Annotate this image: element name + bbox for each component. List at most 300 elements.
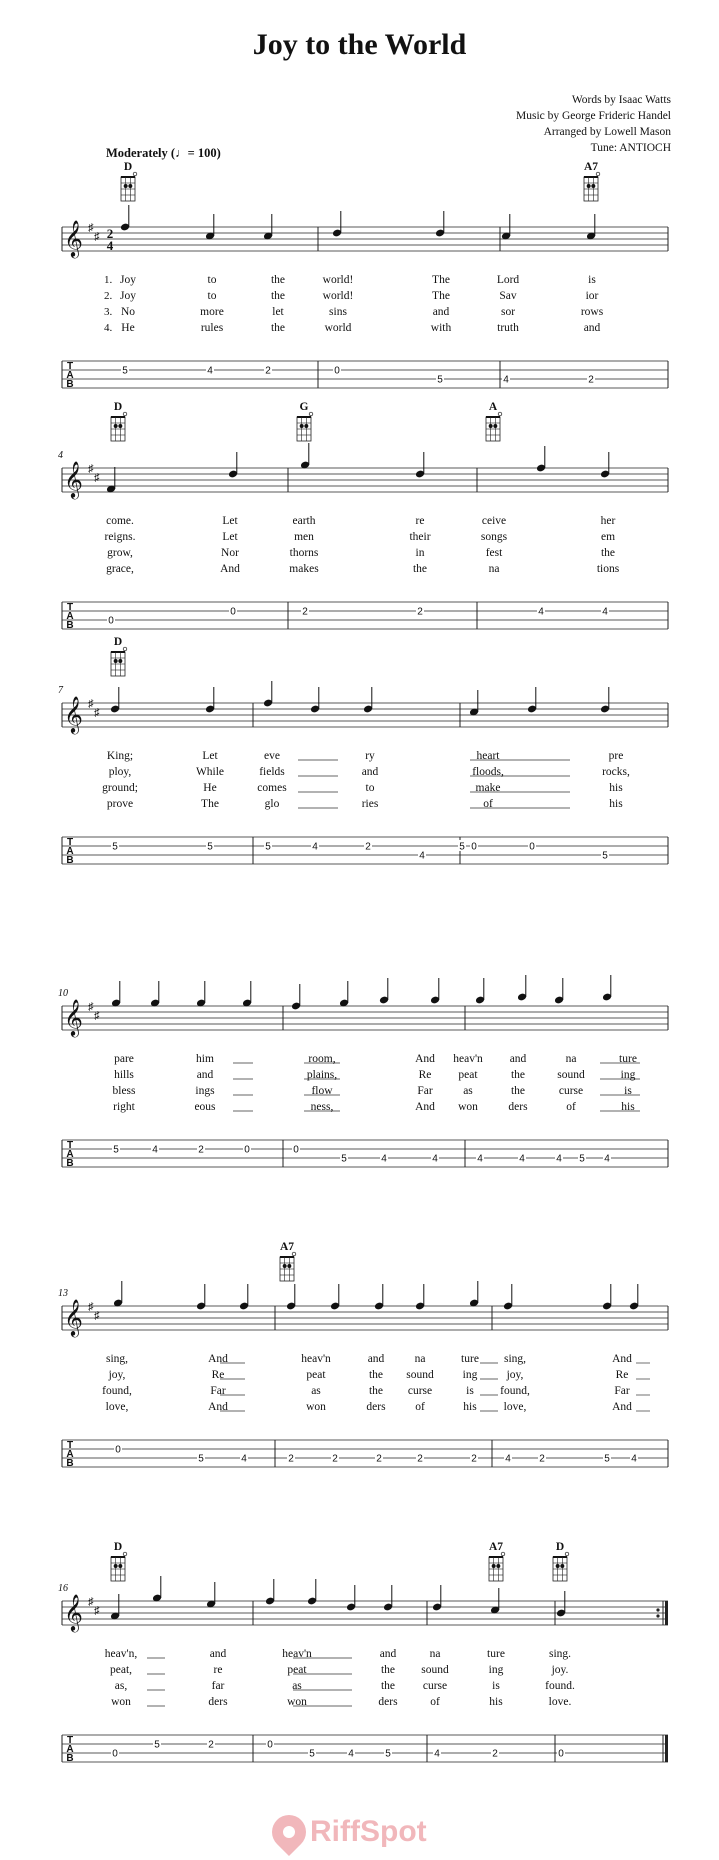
tab-fret-number: 4: [207, 365, 213, 377]
lyric-syllable: em: [600, 531, 616, 543]
lyric-syllable: is: [624, 1085, 632, 1097]
lyric-syllable: re: [213, 1664, 223, 1676]
tab-fret-number: 5: [207, 841, 213, 853]
tab-fret-number: 4: [604, 1153, 610, 1165]
chord-finger-dot: [560, 1564, 564, 1568]
tab-label-letter: A: [66, 611, 74, 622]
guitar-pick-icon: [265, 1808, 313, 1856]
chord-finger-dot: [304, 424, 308, 428]
lyric-syllable: won: [111, 1696, 131, 1708]
lyric-syllable: Sav: [499, 290, 517, 302]
time-signature-top: 2: [106, 226, 114, 241]
tab-fret-number: 4: [432, 1153, 438, 1165]
lyric-syllable: ders: [366, 1401, 386, 1413]
lyric-syllable: ture: [619, 1053, 637, 1065]
lyric-syllable: ploy,: [108, 766, 132, 778]
key-sharp-c-icon: ♯: [94, 1310, 100, 1322]
lyric-syllable: the: [368, 1369, 384, 1381]
tab-fret-number: 0: [558, 1748, 564, 1760]
lyric-syllable: their: [409, 531, 431, 543]
credit-words: Words by Isaac Watts: [571, 94, 671, 106]
chord-open-string: [309, 412, 313, 416]
lyric-syllable: makes: [289, 563, 319, 575]
tab-fret-number: 2: [417, 1453, 423, 1465]
tab-label-letter: B: [66, 855, 74, 866]
lyric-syllable: hills: [114, 1069, 134, 1081]
lyric-syllable: as: [311, 1385, 321, 1397]
lyric-syllable: And: [415, 1053, 435, 1065]
chord-finger-dot: [300, 424, 304, 428]
tab-fret-number: 0: [108, 615, 114, 627]
lyric-syllable: King;: [106, 750, 134, 762]
chord-open-string: [565, 1552, 569, 1556]
lyric-syllable: the: [600, 547, 616, 559]
chord-finger-dot: [118, 424, 122, 428]
tab-fret-number: 5: [122, 365, 128, 377]
lyric-syllable: And: [612, 1401, 632, 1413]
lyric-syllable: her: [600, 515, 616, 527]
treble-clef-icon: 𝄞: [64, 460, 83, 498]
lyric-syllable: Far: [210, 1385, 226, 1397]
chord-finger-dot: [118, 1564, 122, 1568]
lyric-syllable: Re: [418, 1069, 432, 1081]
lyric-syllable: love,: [503, 1401, 527, 1413]
lyric-syllable: Lord: [496, 274, 520, 286]
lyric-syllable: room,: [308, 1053, 336, 1065]
lyric-syllable: Far: [614, 1385, 630, 1397]
measure-number: 13: [58, 1288, 68, 1299]
lyric-syllable: ness,: [310, 1101, 334, 1113]
chord-finger-dot: [118, 659, 122, 663]
lyric-syllable: let: [272, 306, 284, 318]
chord-open-string: [123, 647, 127, 651]
tab-label-letter: T: [66, 361, 74, 372]
lyric-syllable: of: [566, 1101, 576, 1113]
lyric-syllable: While: [195, 766, 225, 778]
lyric-syllable: rows: [580, 306, 604, 318]
lyric-syllable: sins: [329, 306, 347, 318]
lyric-syllable: won: [287, 1696, 307, 1708]
lyric-syllable: na: [565, 1053, 577, 1065]
lyric-syllable: sound: [557, 1069, 585, 1081]
lyric-syllable: ders: [378, 1696, 398, 1708]
tab-fret-number: 5: [112, 841, 118, 853]
treble-clef-icon: 𝄞: [64, 219, 83, 257]
lyric-syllable: is: [466, 1385, 474, 1397]
lyric-syllable: found,: [500, 1385, 530, 1397]
key-sharp-f-icon: ♯: [88, 1301, 94, 1313]
chord-open-string: [123, 1552, 127, 1556]
measure-number: 7: [58, 685, 63, 696]
repeat-dot: [656, 1614, 659, 1617]
tab-fret-number: 0: [112, 1748, 118, 1760]
lyric-syllable: fest: [485, 547, 503, 559]
lyric-syllable: Nor: [221, 547, 239, 559]
tab-fret-number: 2: [332, 1453, 338, 1465]
credit-music: Music by George Frideric Handel: [516, 110, 671, 122]
tempo-marking: Moderately (♩= 100): [106, 146, 221, 160]
lyric-syllable: heav'n: [453, 1053, 483, 1065]
key-sharp-c-icon: ♯: [94, 231, 100, 243]
tab-fret-number: 5: [579, 1153, 585, 1165]
chord-name: D: [555, 1541, 565, 1553]
lyric-syllable: more: [200, 306, 224, 318]
tab-label-letter: T: [66, 602, 74, 613]
lyric-syllable: truth: [497, 322, 519, 334]
tab-label-letter: A: [66, 846, 74, 857]
lyric-syllable: world!: [322, 290, 354, 302]
lyric-syllable: reigns.: [104, 531, 136, 543]
lyric-syllable: his: [463, 1401, 477, 1413]
lyric-syllable: The: [432, 274, 450, 286]
chord-name: D: [123, 161, 133, 173]
key-sharp-c-icon: ♯: [94, 707, 100, 719]
lyric-syllable: And: [415, 1101, 435, 1113]
tab-fret-number: 2: [471, 1453, 477, 1465]
lyric-syllable: heav'n: [282, 1648, 312, 1660]
lyric-syllable: the: [510, 1085, 526, 1097]
key-sharp-c-icon: ♯: [94, 1605, 100, 1617]
tab-fret-number: 2: [376, 1453, 382, 1465]
key-sharp-f-icon: ♯: [88, 1001, 94, 1013]
lyric-syllable: peat: [458, 1069, 478, 1081]
chord-finger-dot: [287, 1264, 291, 1268]
tab-fret-number: 4: [348, 1748, 354, 1760]
lyric-syllable: of: [415, 1401, 425, 1413]
chord-finger-dot: [124, 184, 128, 188]
lyric-syllable: sing.: [548, 1648, 572, 1660]
tab-fret-number: 4: [538, 606, 544, 618]
lyric-syllable: the: [380, 1664, 396, 1676]
lyric-syllable: Let: [202, 750, 218, 762]
lyric-syllable: grace,: [106, 563, 134, 575]
tab-fret-number: 4: [152, 1144, 158, 1156]
lyric-syllable: curse: [558, 1085, 584, 1097]
chord-name: A7: [279, 1241, 295, 1253]
lyric-syllable: right: [113, 1101, 135, 1113]
lyric-syllable: grow,: [107, 547, 133, 559]
lyric-syllable: ture: [487, 1648, 505, 1660]
verse-number: 1.: [104, 274, 113, 286]
tempo-bpm: = 100: [187, 146, 217, 160]
lyric-syllable: ior: [585, 290, 599, 302]
chord-finger-dot: [591, 184, 595, 188]
lyric-syllable: Far: [417, 1085, 433, 1097]
lyric-syllable: earth: [292, 515, 316, 527]
lyric-syllable: sing,: [503, 1353, 527, 1365]
chord-name: D: [113, 401, 123, 413]
lyric-syllable: ries: [361, 798, 379, 810]
lyric-syllable: far: [211, 1680, 225, 1692]
lyric-syllable: plains,: [306, 1069, 338, 1081]
chord-finger-dot: [492, 1564, 496, 1568]
lyric-syllable: And: [612, 1353, 632, 1365]
verse-number: 4.: [104, 322, 113, 334]
chord-finger-dot: [496, 1564, 500, 1568]
lyric-syllable: and: [583, 322, 601, 334]
lyric-syllable: his: [621, 1101, 635, 1113]
tab-fret-number: 0: [293, 1144, 299, 1156]
lyric-syllable: is: [492, 1680, 500, 1692]
tab-label-letter: A: [66, 1449, 74, 1460]
tab-fret-number: 0: [471, 841, 477, 853]
lyric-syllable: his: [609, 798, 623, 810]
lyric-syllable: the: [368, 1385, 384, 1397]
tab-fret-number: 2: [539, 1453, 545, 1465]
lyric-syllable: heart: [476, 750, 500, 762]
lyric-syllable: the: [270, 274, 286, 286]
lyric-syllable: glo: [264, 798, 280, 810]
key-sharp-c-icon: ♯: [94, 472, 100, 484]
tab-fret-number: 2: [417, 606, 423, 618]
lyric-syllable: Joy: [120, 290, 136, 302]
chord-finger-dot: [587, 184, 591, 188]
watermark-text: RiffSpot: [310, 1815, 427, 1848]
lyric-syllable: found,: [102, 1385, 132, 1397]
lyric-syllable: the: [380, 1680, 396, 1692]
final-barline-thick: [665, 1601, 668, 1625]
lyric-syllable: and: [196, 1069, 214, 1081]
chord-name: A7: [583, 161, 599, 173]
lyric-syllable: sound: [421, 1664, 449, 1676]
lyric-syllable: world!: [322, 274, 354, 286]
lyric-syllable: is: [588, 274, 596, 286]
lyric-syllable: peat: [306, 1369, 326, 1381]
lyric-syllable: the: [510, 1069, 526, 1081]
system-1: [62, 172, 668, 388]
lyric-syllable: floods,: [472, 766, 504, 778]
tab-fret-number: 4: [631, 1453, 637, 1465]
lyric-syllable: joy.: [551, 1664, 569, 1676]
lyric-syllable: as: [292, 1680, 302, 1692]
lyric-syllable: and: [432, 306, 450, 318]
treble-clef-icon: 𝄞: [64, 998, 83, 1036]
lyric-syllable: won: [306, 1401, 326, 1413]
lyric-syllable: heav'n,: [104, 1648, 138, 1660]
treble-clef-icon: 𝄞: [64, 1298, 83, 1336]
lyric-syllable: to: [207, 274, 217, 286]
tab-fret-number: 4: [477, 1153, 483, 1165]
quarter-note-icon: ♩: [175, 146, 188, 160]
tab-fret-number: 5: [309, 1748, 315, 1760]
tab-fret-number: 5: [437, 374, 443, 386]
lyric-syllable: tions: [596, 563, 620, 575]
lyric-syllable: ture: [461, 1353, 479, 1365]
measure-number: 16: [58, 1583, 68, 1594]
tempo-label: Moderately: [106, 146, 168, 160]
lyric-syllable: thorns: [289, 547, 319, 559]
system-5: [62, 1252, 668, 1467]
tab-fret-number: 5: [602, 850, 608, 862]
repeat-dot: [656, 1608, 659, 1611]
lyric-syllable: and: [379, 1648, 397, 1660]
chord-name: G: [299, 401, 309, 413]
tab-label-letter: A: [66, 370, 74, 381]
lyric-syllable: Joy: [120, 274, 136, 286]
lyric-syllable: rules: [200, 322, 224, 334]
lyric-syllable: in: [415, 547, 425, 559]
chord-finger-dot: [128, 184, 132, 188]
lyric-syllable: ceive: [481, 515, 507, 527]
lyric-syllable: The: [432, 290, 450, 302]
tab-label-letter: T: [66, 1440, 74, 1451]
tab-label-letter: T: [66, 837, 74, 848]
tab-fret-number: 5: [113, 1144, 119, 1156]
lyric-syllable: And: [208, 1353, 228, 1365]
chord-finger-dot: [114, 1564, 118, 1568]
lyric-syllable: curse: [422, 1680, 448, 1692]
lyric-syllable: And: [208, 1401, 228, 1413]
lyric-syllable: him: [196, 1053, 214, 1065]
tab-fret-number: 4: [503, 374, 509, 386]
lyric-syllable: re: [415, 515, 425, 527]
treble-clef-icon: 𝄞: [64, 1593, 83, 1631]
lyric-syllable: make: [475, 782, 501, 794]
lyric-syllable: eve: [264, 750, 280, 762]
lyric-syllable: curse: [407, 1385, 433, 1397]
lyric-syllable: prove: [106, 798, 134, 810]
lyric-syllable: Re: [211, 1369, 225, 1381]
lyric-syllable: na: [429, 1648, 441, 1660]
chord-finger-dot: [114, 659, 118, 663]
song-title: Joy to the World: [252, 28, 467, 61]
chord-finger-dot: [489, 424, 493, 428]
lyric-syllable: sing,: [105, 1353, 129, 1365]
lyric-syllable: songs: [480, 531, 508, 543]
tab-fret-number: 0: [334, 365, 340, 377]
lyric-syllable: his: [489, 1696, 503, 1708]
lyric-syllable: peat,: [109, 1664, 133, 1676]
lyric-syllable: The: [201, 798, 219, 810]
tab-fret-number: 4: [556, 1153, 562, 1165]
tab-fret-number: 4: [505, 1453, 511, 1465]
lyric-syllable: and: [367, 1353, 385, 1365]
measure-number: 10: [58, 988, 68, 999]
lyric-syllable: to: [207, 290, 217, 302]
tab-fret-number: 0: [115, 1444, 121, 1456]
tab-final-thick: [665, 1735, 668, 1762]
tab-fret-number: 4: [434, 1748, 440, 1760]
chord-finger-dot: [556, 1564, 560, 1568]
tab-fret-number: 0: [529, 841, 535, 853]
verse-number: 3.: [104, 306, 113, 318]
tab-fret-number: 4: [419, 850, 425, 862]
lyric-syllable: the: [270, 290, 286, 302]
tab-label-letter: B: [66, 379, 74, 390]
tab-fret-number: 5: [459, 841, 465, 853]
lyric-syllable: and: [209, 1648, 227, 1660]
tab-label-letter: B: [66, 1458, 74, 1469]
measure-number: 4: [58, 450, 63, 461]
lyric-syllable: his: [609, 782, 623, 794]
lyric-syllable: Let: [222, 531, 238, 543]
tab-fret-number: 5: [385, 1748, 391, 1760]
time-signature-bottom: 4: [106, 238, 114, 253]
lyric-syllable: come.: [106, 515, 134, 527]
lyric-syllable: with: [430, 322, 452, 334]
lyric-syllable: sound: [406, 1369, 434, 1381]
tab-fret-number: 4: [241, 1453, 247, 1465]
lyric-syllable: ing: [620, 1069, 636, 1081]
chord-open-string: [133, 172, 137, 176]
tab-fret-number: 2: [588, 374, 594, 386]
chord-name: D: [113, 1541, 123, 1553]
lyric-syllable: ings: [195, 1085, 215, 1097]
tab-label-letter: T: [66, 1735, 74, 1746]
tab-fret-number: 0: [267, 1739, 273, 1751]
lyric-syllable: ders: [508, 1101, 528, 1113]
tab-fret-number: 5: [604, 1453, 610, 1465]
lyric-syllable: men: [294, 531, 314, 543]
tab-label-letter: B: [66, 1753, 74, 1764]
chord-finger-dot: [283, 1264, 287, 1268]
credit-tune: Tune: ANTIOCH: [590, 142, 671, 154]
lyric-syllable: na: [488, 563, 500, 575]
lyric-syllable: eous: [194, 1101, 216, 1113]
key-sharp-f-icon: ♯: [88, 222, 94, 234]
chord-name: D: [113, 636, 123, 648]
tab-fret-number: 2: [492, 1748, 498, 1760]
lyric-syllable: bless: [112, 1085, 136, 1097]
lyric-syllable: found.: [545, 1680, 575, 1692]
lyric-syllable: sor: [500, 306, 516, 318]
tab-fret-number: 5: [341, 1153, 347, 1165]
lyric-syllable: world: [324, 322, 352, 334]
lyric-syllable: love,: [105, 1401, 129, 1413]
tab-fret-number: 2: [365, 841, 371, 853]
lyric-syllable: ground;: [102, 782, 138, 794]
lyric-syllable: No: [120, 306, 136, 318]
lyric-syllable: as,: [114, 1680, 128, 1692]
tab-fret-number: 2: [302, 606, 308, 618]
lyric-syllable: joy,: [506, 1369, 524, 1381]
key-sharp-f-icon: ♯: [88, 463, 94, 475]
lyric-syllable: rocks,: [602, 766, 630, 778]
lyric-syllable: fields: [259, 766, 285, 778]
tab-fret-number: 2: [265, 365, 271, 377]
lyric-syllable: love.: [548, 1696, 572, 1708]
lyric-syllable: peat: [287, 1664, 307, 1676]
tab-label-letter: A: [66, 1149, 74, 1160]
lyric-syllable: Re: [615, 1369, 629, 1381]
tab-label-letter: B: [66, 620, 74, 631]
lyric-syllable: He: [203, 782, 217, 794]
tab-fret-number: 2: [208, 1739, 214, 1751]
chord-finger-dot: [493, 424, 497, 428]
lyric-syllable: pre: [608, 750, 624, 762]
key-sharp-c-icon: ♯: [94, 1010, 100, 1022]
tab-fret-number: 0: [244, 1144, 250, 1156]
tab-fret-number: 4: [312, 841, 318, 853]
lyric-syllable: ry: [365, 750, 375, 762]
tab-fret-number: 5: [154, 1739, 160, 1751]
lyric-syllable: And: [220, 563, 240, 575]
system-6: [62, 1552, 668, 1762]
tab-label-letter: A: [66, 1744, 74, 1755]
tab-fret-number: 2: [288, 1453, 294, 1465]
tab-label-letter: B: [66, 1158, 74, 1169]
tab-fret-number: 2: [198, 1144, 204, 1156]
tab-fret-number: 4: [602, 606, 608, 618]
lyric-syllable: the: [412, 563, 428, 575]
tab-fret-number: 0: [230, 606, 236, 618]
tab-label-letter: T: [66, 1140, 74, 1151]
lyric-syllable: Let: [222, 515, 238, 527]
lyric-syllable: as: [463, 1085, 473, 1097]
chord-finger-dot: [114, 424, 118, 428]
lyric-syllable: ing: [488, 1664, 504, 1676]
treble-clef-icon: 𝄞: [64, 695, 83, 733]
